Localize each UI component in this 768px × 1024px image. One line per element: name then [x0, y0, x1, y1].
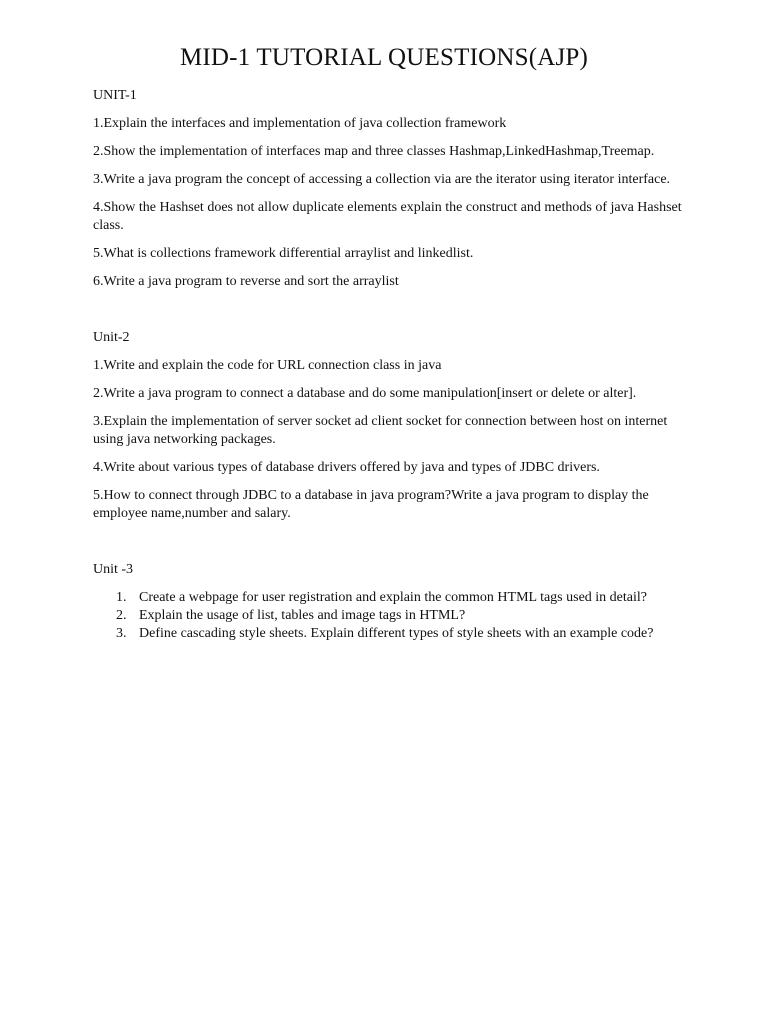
question-item: 1.Explain the interfaces and implementation of java collection framework	[93, 116, 507, 131]
question-item: 3.Explain the implementation of server socket ad client socket for connection between host on internet using java networking packages.	[93, 414, 668, 447]
question-item: 1.Write and explain the code for URL connection class in java	[93, 358, 442, 373]
unit-heading: UNIT-1	[93, 88, 137, 103]
question-item: 4.Write about various types of database drivers offered by java and types of JDBC drivers.	[93, 460, 600, 475]
list-number: 2.	[116, 608, 127, 623]
list-item-text: Explain the usage of list, tables and image tags in HTML?	[139, 608, 466, 623]
list-item	[93, 607, 683, 625]
question-item: 5.What is collections framework differential arraylist and linkedlist.	[93, 246, 474, 261]
question-item: 5.How to connect through JDBC to a database in java program?Write a java program to display the employee name,number and salary.	[93, 488, 649, 521]
unit-2-section	[93, 329, 683, 523]
list-item	[93, 589, 683, 607]
question-item: 2.Show the implementation of interfaces map and three classes Hashmap,LinkedHashmap,Treemap.	[93, 144, 655, 159]
question-item: 6.Write a java program to reverse and sort the arraylist	[93, 274, 399, 289]
question-list	[93, 589, 683, 643]
list-item-text: Define cascading style sheets. Explain different types of style sheets with an example code?	[139, 626, 654, 641]
question-item: 2.Write a java program to connect a database and do some manipulation[insert or delete or alter].	[93, 386, 637, 401]
unit-1-section	[93, 87, 683, 291]
unit-heading: Unit -3	[93, 562, 134, 577]
question-item: 4.Show the Hashset does not allow duplicate elements explain the construct and methods of java Hashset class.	[93, 200, 682, 233]
list-number: 1.	[116, 590, 127, 605]
list-item	[93, 625, 683, 643]
list-number: 3.	[116, 626, 127, 641]
unit-heading: Unit-2	[93, 330, 130, 345]
page-title: MID-1 TUTORIAL QUESTIONS(AJP)	[179, 44, 589, 71]
question-item: 3.Write a java program the concept of accessing a collection via are the iterator using iterator interface.	[93, 172, 671, 187]
document-body	[93, 87, 683, 643]
list-item-text: Create a webpage for user registration and explain the common HTML tags used in detail?	[139, 590, 647, 605]
unit-3-section	[93, 561, 683, 643]
